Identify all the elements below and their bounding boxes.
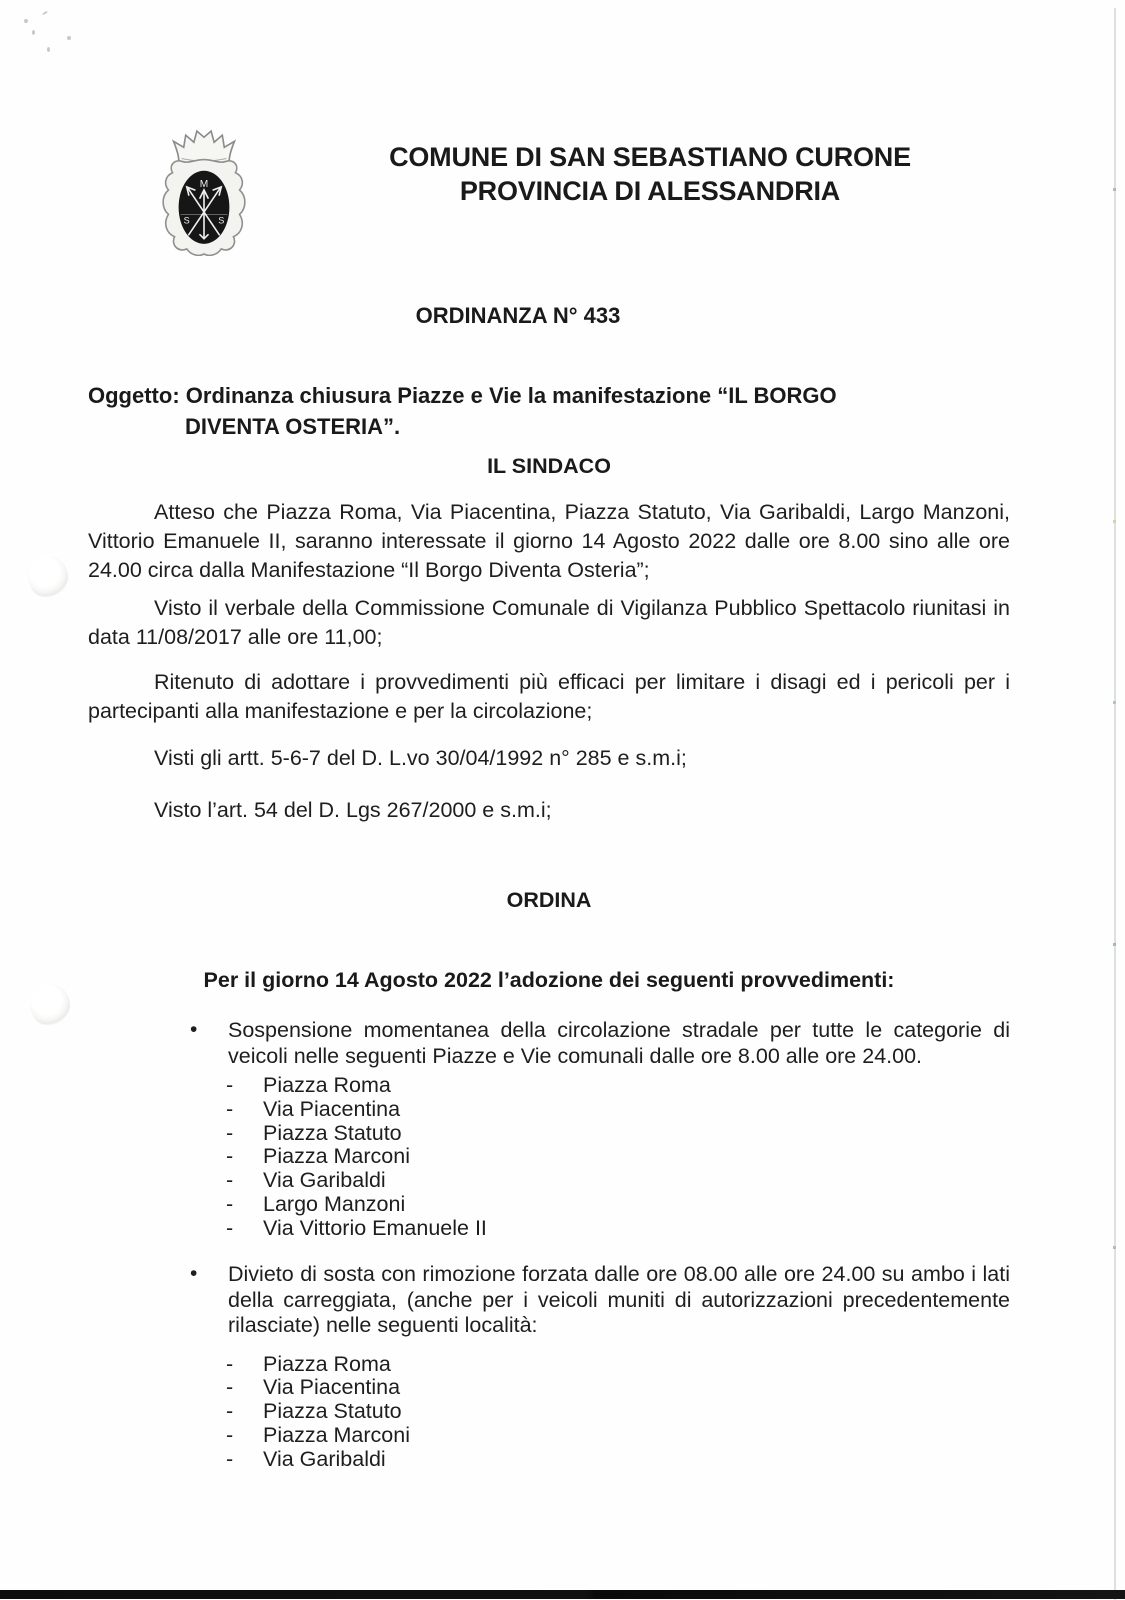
recital-visto-verbale: Visto il verbale della Commissione Comunale di Vigilanza Pubblico Spettacolo riunitasi in data 11/08/2017 alle ore 11,00; xyxy=(88,596,1010,649)
dash-icon: - xyxy=(226,1144,234,1169)
coat-of-arms-icon xyxy=(158,124,250,256)
scan-speck xyxy=(24,19,28,23)
location-label: Piazza Roma xyxy=(263,1073,391,1097)
location-label: Largo Manzoni xyxy=(263,1191,406,1216)
dash-icon: - xyxy=(226,1073,234,1097)
location-label: Piazza Statuto xyxy=(263,1120,402,1145)
provision-text: Sospensione momentanea della circolazione stradale per tutte le categorie di veicoli nelle seguenti Piazze e Vie comunali dalle ore 8.00 alle ore 24.00. xyxy=(228,1018,1010,1068)
scan-edge-tick xyxy=(1113,943,1116,946)
scan-edge-tick xyxy=(1113,188,1116,191)
order-intro: Per il giorno 14 Agosto 2022 l’adozione dei seguenti provvedimenti: xyxy=(203,968,895,992)
municipality-name: COMUNE DI SAN SEBASTIANO CURONE xyxy=(389,142,911,172)
provision-parking-ban xyxy=(188,1262,1010,1471)
location-list-1 xyxy=(188,1074,1010,1241)
subject-label: Oggetto: xyxy=(88,383,180,408)
coat-letter-m: M xyxy=(199,178,209,190)
location-list-2 xyxy=(188,1353,1010,1472)
scan-edge-tick xyxy=(1113,520,1116,523)
dash-icon: - xyxy=(226,1375,234,1400)
subject-line1: Ordinanza chiusura Piazze e Vie la manifestazione “IL BORGO xyxy=(185,383,837,408)
recital-visti-artt: Visti gli artt. 5-6-7 del D. L.vo 30/04/1992 n° 285 e s.m.i; xyxy=(154,746,687,770)
dash-icon: - xyxy=(226,1422,234,1447)
location-item xyxy=(188,1448,1010,1472)
location-label: Piazza Marconi xyxy=(263,1144,410,1169)
location-label: Via Vittorio Emanuele II xyxy=(263,1215,487,1240)
order-heading: ORDINA xyxy=(506,888,592,912)
bullet-icon: • xyxy=(190,1262,198,1285)
scan-speck xyxy=(67,36,71,40)
scan-speck xyxy=(42,11,48,16)
scan-edge-tick xyxy=(1113,701,1116,704)
location-label: Piazza Roma xyxy=(263,1351,391,1376)
dash-icon: - xyxy=(226,1446,234,1471)
location-item xyxy=(188,1353,1010,1377)
scan-speck xyxy=(47,47,50,52)
dash-icon: - xyxy=(226,1168,234,1193)
location-label: Via Garibaldi xyxy=(263,1446,386,1471)
dash-icon: - xyxy=(226,1191,234,1216)
location-item xyxy=(188,1169,1010,1193)
location-label: Via Piacentina xyxy=(263,1375,401,1400)
subject-block xyxy=(88,380,948,442)
municipal-coat-of-arms xyxy=(158,124,250,261)
coat-letter-s-left: S xyxy=(183,215,190,226)
municipality-header xyxy=(350,140,950,208)
dash-icon: - xyxy=(226,1351,234,1376)
location-item xyxy=(188,1193,1010,1217)
location-item xyxy=(188,1145,1010,1169)
dash-icon: - xyxy=(226,1096,234,1121)
provision-text: Divieto di sosta con rimozione forzata dalle ore 08.00 alle ore 24.00 su ambo i lati della carreggiata, (anche per i veicoli muniti di autorizzazioni precedentemente rilasciate) nelle seguenti località: xyxy=(228,1262,1010,1337)
punch-hole-shadow xyxy=(28,556,68,598)
provision-circulation-suspension xyxy=(188,1018,1010,1241)
location-label: Piazza Marconi xyxy=(263,1422,410,1447)
location-item xyxy=(188,1400,1010,1424)
dash-icon: - xyxy=(226,1399,234,1424)
location-item xyxy=(188,1217,1010,1241)
dash-icon: - xyxy=(226,1215,234,1240)
location-label: Via Piacentina xyxy=(263,1096,401,1121)
bullet-icon: • xyxy=(190,1018,198,1041)
recital-ritenuto: Ritenuto di adottare i provvedimenti più efficaci per limitare i disagi ed i pericoli per i partecipanti alla manifestazione e per la circolazione; xyxy=(88,670,1010,723)
coat-letter-s-right: S xyxy=(218,215,225,226)
recital-atteso: Atteso che Piazza Roma, Via Piacentina, Piazza Statuto, Via Garibaldi, Largo Manzoni, Vittorio Emanuele II, saranno interessate il giorno 14 Agosto 2022 dalle ore 8.00 sino alle ore 24.00 circa dalla Manifestazione “Il Borgo Diventa Osteria”; xyxy=(88,500,1010,582)
location-item xyxy=(188,1098,1010,1122)
location-label: Piazza Statuto xyxy=(263,1399,402,1424)
location-item xyxy=(188,1074,1010,1098)
punch-hole-shadow xyxy=(30,984,70,1026)
subject-line2: DIVENTA OSTERIA”. xyxy=(185,414,401,439)
issuer-heading: IL SINDACO xyxy=(487,454,611,478)
scan-speck xyxy=(32,30,35,35)
dash-icon: - xyxy=(226,1120,234,1145)
location-item xyxy=(188,1376,1010,1400)
location-label: Via Garibaldi xyxy=(263,1168,386,1193)
scan-bottom-bar xyxy=(0,1590,1125,1599)
ordinance-number: ORDINANZA N° 433 xyxy=(415,303,621,328)
province-name: PROVINCIA DI ALESSANDRIA xyxy=(459,176,841,206)
scan-edge-tick xyxy=(1113,1246,1116,1249)
recital-visto-art54: Visto l’art. 54 del D. Lgs 267/2000 e s.m.i; xyxy=(154,798,552,822)
scan-edge-line xyxy=(1114,8,1116,1600)
location-item xyxy=(188,1122,1010,1146)
location-item xyxy=(188,1424,1010,1448)
